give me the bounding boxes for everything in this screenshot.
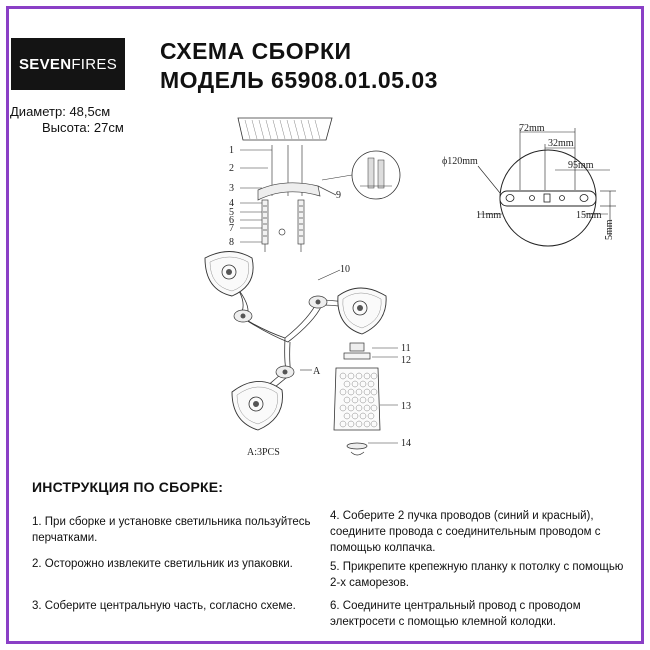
- part-number: 14: [401, 438, 411, 449]
- lamp-shade: [338, 288, 386, 334]
- part-number: 9: [336, 190, 341, 201]
- logo-text-bold: SEVEN: [18, 55, 72, 73]
- part-number: 3: [229, 183, 234, 194]
- part-number: 4: [229, 198, 234, 209]
- dim-15mm: 15mm: [576, 210, 602, 221]
- part-number: 8: [229, 237, 234, 248]
- part-number: 1: [229, 145, 234, 156]
- dim-95mm: 95mm: [568, 160, 594, 171]
- dim-11mm: 11mm: [476, 210, 502, 221]
- dim-5mm: 5mm: [604, 219, 615, 240]
- part-number: 13: [401, 401, 411, 412]
- callout-a-label: A: [313, 366, 321, 377]
- instruction-step-5: 5. Прикрепите крепежную планку к потолку с помощью 2-х саморезов.: [330, 561, 624, 589]
- part-number: 5: [229, 207, 234, 218]
- instruction-step-2: 2. Осторожно извлеките светильник из упаковки.: [32, 558, 293, 570]
- logo-text-light: FIRES: [71, 55, 118, 73]
- page-title: СХЕМА СБОРКИ: [160, 38, 352, 64]
- instructions-heading: ИНСТРУКЦИЯ ПО СБОРКЕ:: [32, 479, 224, 495]
- part-number: 6: [229, 215, 234, 226]
- part-number: 11: [401, 343, 411, 354]
- detail-zoom: [322, 151, 400, 199]
- height-label: Высота: 27см: [42, 120, 124, 135]
- dim-120mm: ϕ120mm: [442, 156, 478, 167]
- instruction-step-3: 3. Соберите центральную часть, согласно схеме.: [32, 600, 296, 612]
- lamp-shade: [232, 381, 283, 430]
- model-title: МОДЕЛЬ 65908.01.05.03: [160, 67, 438, 93]
- instruction-step-4: 4. Соберите 2 пучка проводов (синий и красный), соедините провода с соединительным проводом с помощью колпачка.: [330, 510, 601, 554]
- part-number: 7: [229, 223, 234, 234]
- diameter-label: Диаметр: 48,5см: [10, 104, 111, 119]
- callout-a-quantity: A:3PCS: [247, 447, 280, 458]
- mounting-bracket-detail: [442, 123, 616, 246]
- instruction-step-6: 6. Соедините центральный провод с проводом электросети с помощью клемной колодки.: [330, 600, 581, 628]
- instruction-step-1: 1. При сборке и установке светильника пользуйтесь перчатками.: [32, 516, 311, 544]
- part-number: 10: [340, 264, 350, 275]
- dim-72mm: 72mm: [519, 123, 545, 134]
- lamp-shade: [205, 252, 253, 297]
- part-number: 2: [229, 163, 234, 174]
- part-number: 12: [401, 355, 411, 366]
- ceiling-plate: [238, 118, 332, 140]
- mount-hardware: [258, 145, 336, 252]
- dim-32mm: 32mm: [548, 138, 574, 149]
- crystal-shade-detail: [334, 343, 398, 455]
